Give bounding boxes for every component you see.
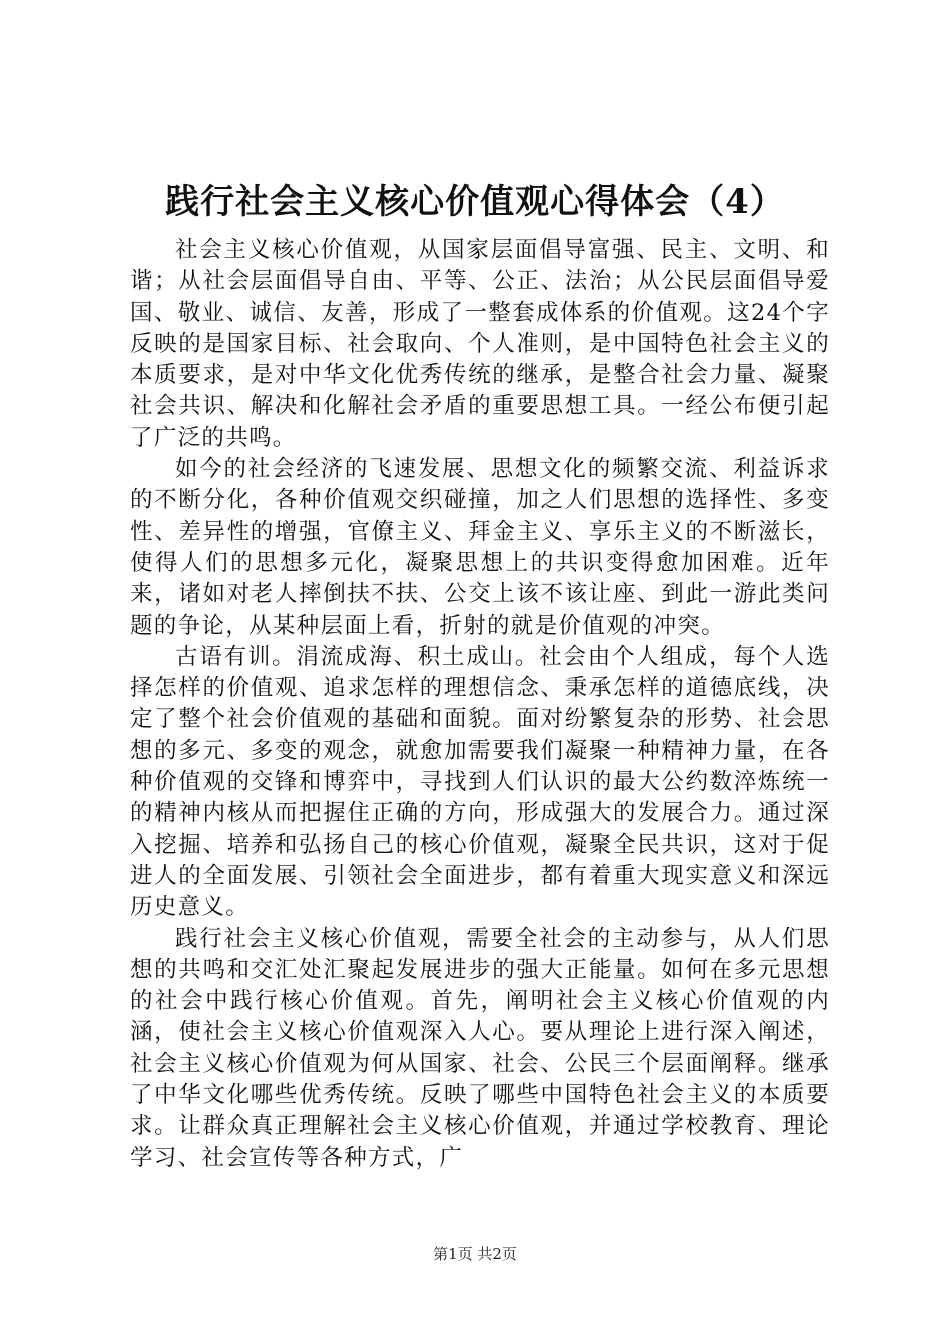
paragraph-1: 社会主义核心价值观，从国家层面倡导富强、民主、文明、和谐；从社会层面倡导自由、平等、公正、法治；从公民层面倡导爱国、敬业、诚信、友善，形成了一整套成体系的价值观。这24个字反映的是国家目标、社会取向、个人准则，是中国特色社会主义的本质要求，是对中华文化优秀传统的继承，是整合社会力量、凝聚社会共识、解决和化解社会矛盾的重要思想工具。一经公布便引起了广泛的共鸣。: [130, 237, 830, 451]
paragraph-3: 古语有训。涓流成海、积土成山。社会由个人组成，每个人选择怎样的价值观、追求怎样的理想信念、秉承怎样的道德底线，决定了整个社会价值观的基础和面貌。面对纷繁复杂的形势、社会思想的多元、多变的观念，就愈加需要我们凝聚一种精神力量，在各种价值观的交锋和博弈中，寻找到人们认识的最大公约数淬炼统一的精神内核从而把握住正确的方向，形成强大的发展合力。通过深入挖掘、培养和弘扬自己的核心价值观，凝聚全民共识，这对于促进人的全面发展、引领社会全面进步，都有着重大现实意义和深远历史意义。: [130, 643, 830, 921]
document-body: [130, 235, 830, 1174]
document-title: 践行社会主义核心价值观心得体会（4）: [165, 182, 785, 222]
paragraph-2: 如今的社会经济的飞速发展、思想文化的频繁交流、利益诉求的不断分化，各种价值观交织碰撞，加之人们思想的选择性、多变性、差异性的增强，官僚主义、拜金主义、享乐主义的不断滋长，使得人们的思想多元化，凝聚思想上的共识变得愈加困难。近年来，诸如对老人摔倒扶不扶、公交上该不该让座、到此一游此类问题的争论，从某种层面上看，折射的就是价值观的冲突。: [130, 456, 830, 639]
paragraph-4: 践行社会主义核心价值观，需要全社会的主动参与，从人们思想的共鸣和交汇处汇聚起发展进步的强大正能量。如何在多元思想的社会中践行核心价值观。首先，阐明社会主义核心价值观的内涵，使社会主义核心价值观深入人心。要从理论上进行深入阐述，社会主义核心价值观为何从国家、社会、公民三个层面阐释。继承了中华文化哪些优秀传统。反映了哪些中国特色社会主义的本质要求。让群众真正理解社会主义核心价值观，并通过学校教育、理论学习、社会宣传等各种方式，广: [130, 925, 830, 1171]
page-number-footer: 第1页 共2页: [433, 1245, 517, 1263]
